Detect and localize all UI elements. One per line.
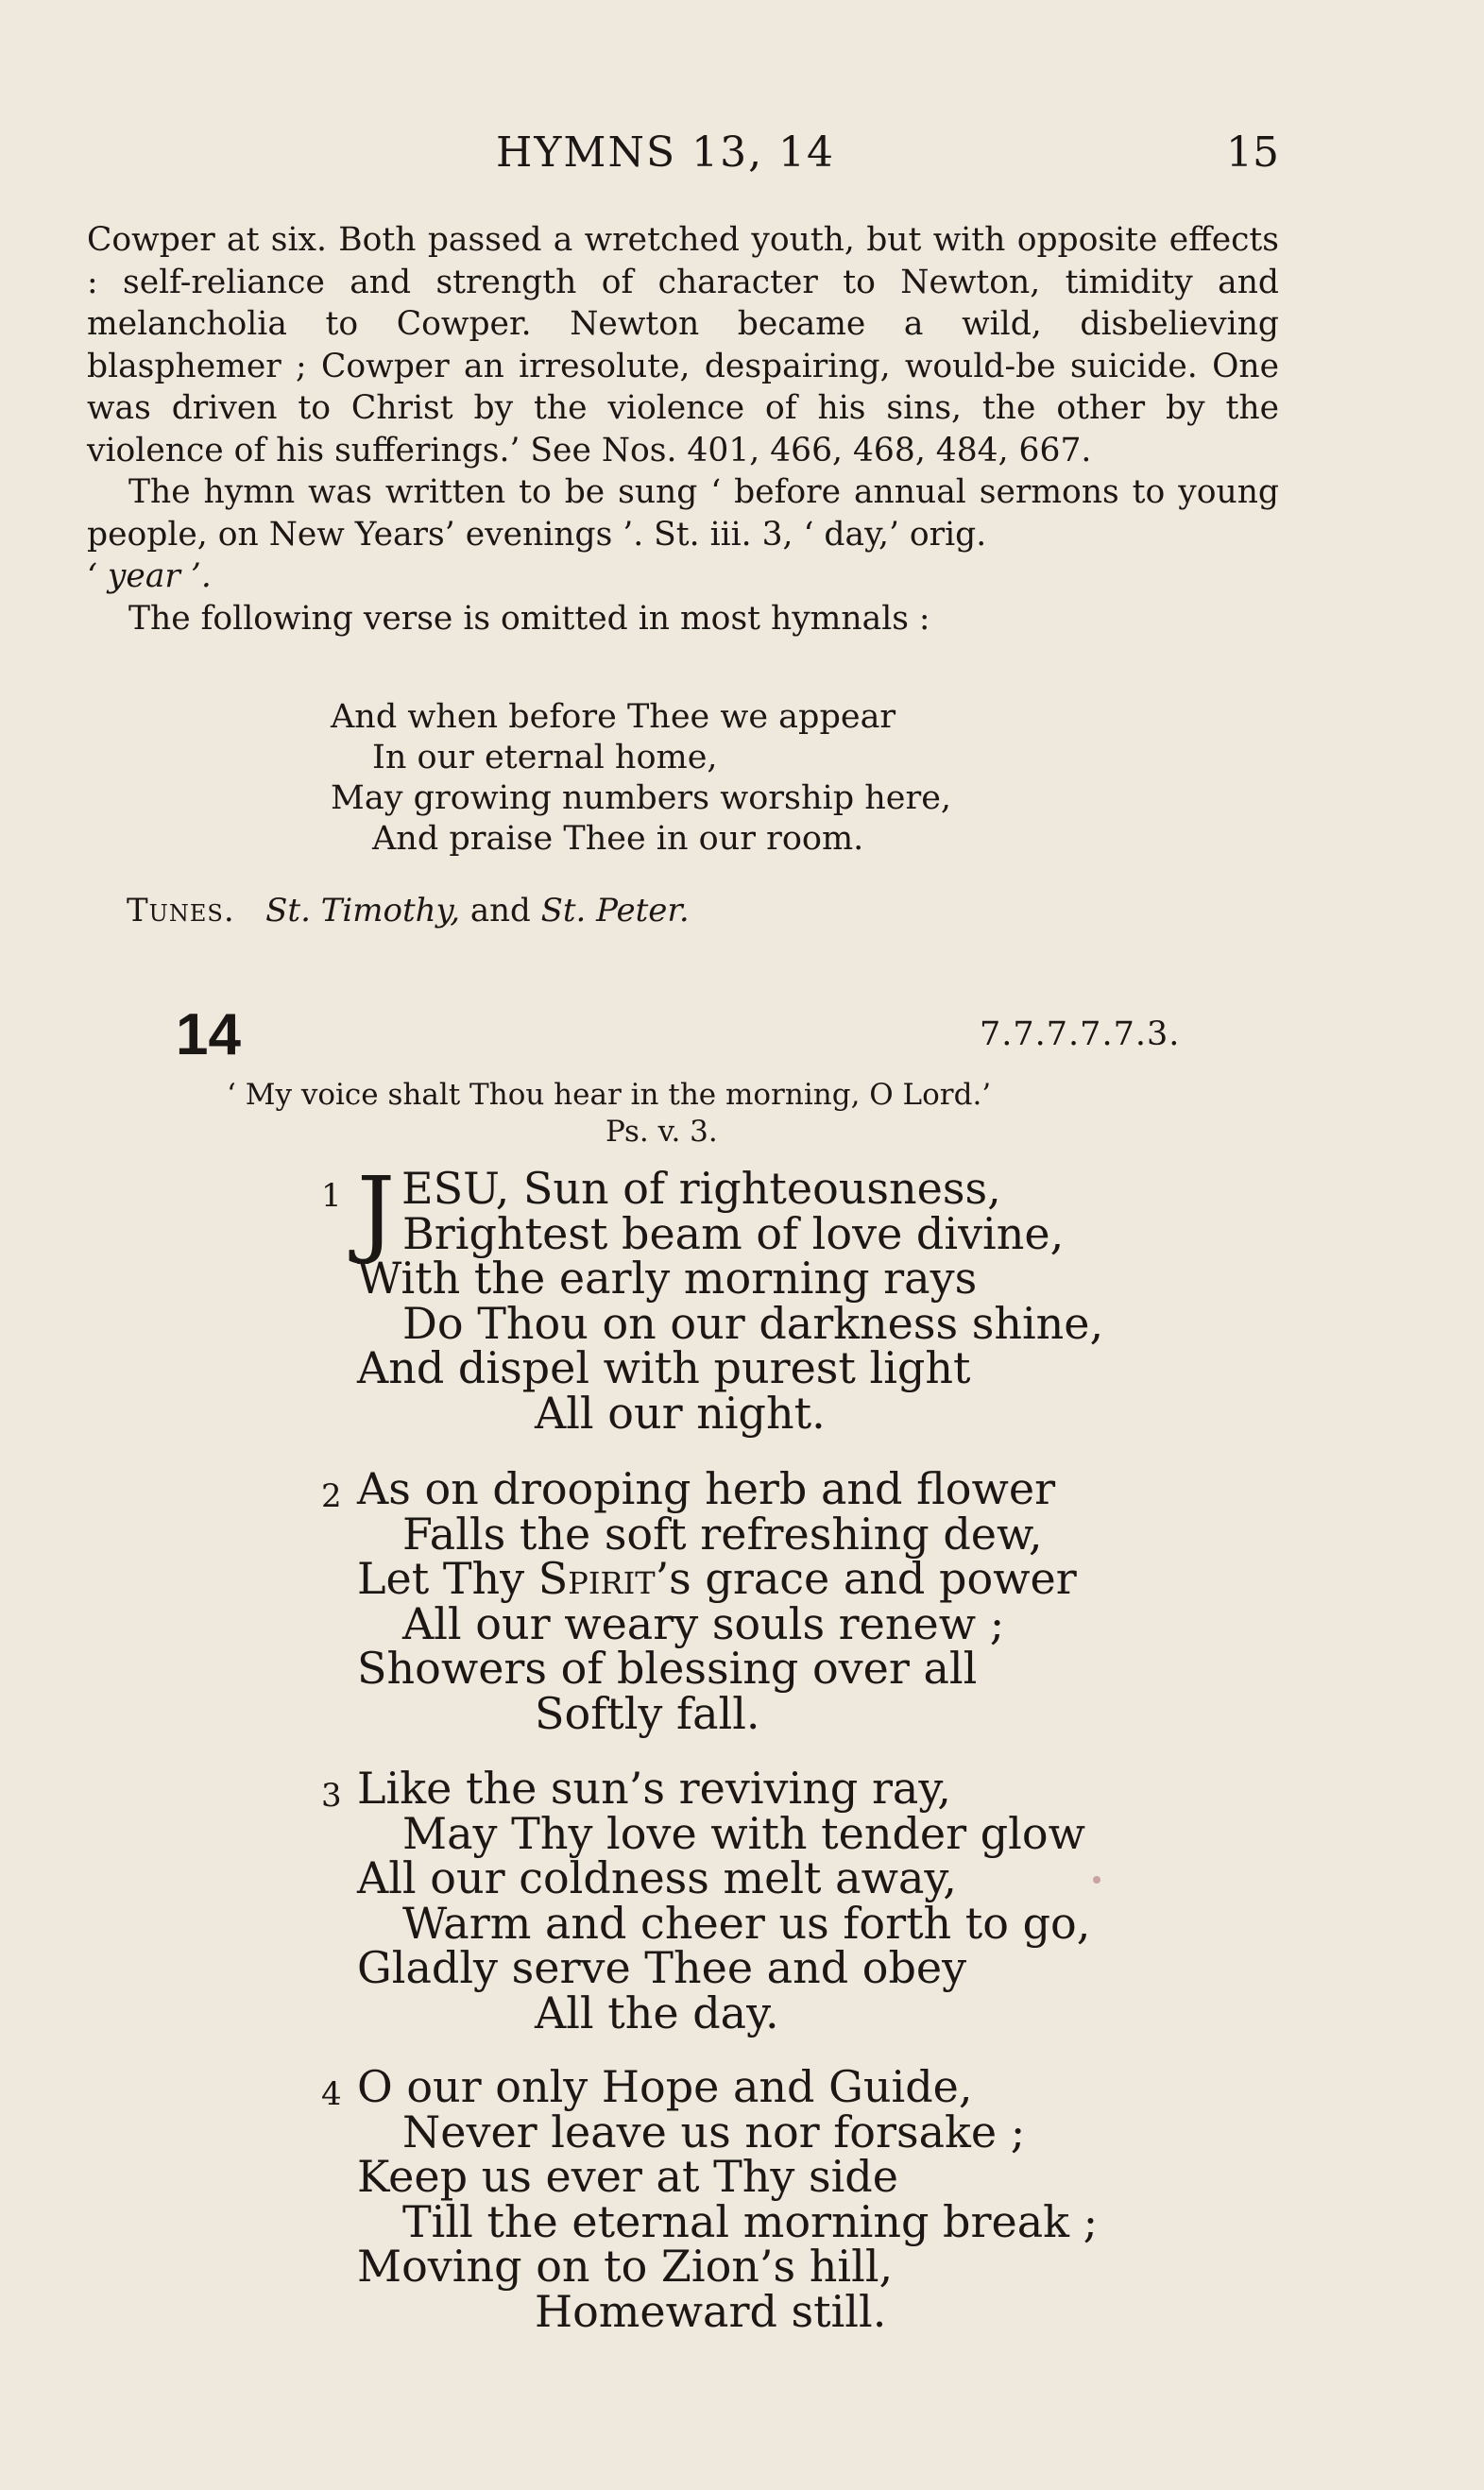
stanza-line: Never leave us nor forsake ; — [402, 2106, 1026, 2157]
stanza-line: Softly fall. — [535, 1687, 760, 1739]
stanza-line: All our coldness melt away, — [357, 1852, 957, 1903]
stanza-line-text: Let Thy — [357, 1553, 538, 1604]
stanza-line: Keep us ever at Thy side — [357, 2151, 898, 2202]
note-paragraph-2-text: The hymn was written to be sung ‘ before annual sermons to young people, on New Years’ evenings ’. St. iii. 3, ‘ day,’ orig. — [87, 473, 1279, 554]
stanza-line — [321, 1553, 1077, 1604]
stanza-line: With the early morning rays — [357, 1253, 978, 1304]
running-title: HYMNS 13, 14 — [496, 128, 836, 177]
commentary-notes — [87, 219, 1279, 640]
stanza-line: O our only Hope and Guide, — [357, 2061, 973, 2112]
stanza-line-text: ’s grace and power — [655, 1553, 1077, 1604]
drop-cap: J — [357, 1156, 396, 1267]
note-paragraph-3: The following verse is omitted in most hymnals : — [128, 599, 930, 638]
stanza-line: May Thy love with tender glow — [402, 1807, 1085, 1859]
tunes-joiner: and — [469, 892, 531, 929]
stanza-line: And dispel with purest light — [357, 1342, 971, 1393]
stanza-number: 3 — [321, 1777, 342, 1815]
spirit-smallcaps: Spirit — [537, 1553, 656, 1604]
stanza-2 — [321, 1463, 1077, 1739]
stanza-line: All our night. — [535, 1387, 826, 1439]
tunes-line — [127, 892, 690, 929]
stanza-line: Warm and cheer us forth to go, — [402, 1897, 1091, 1949]
stanza-line: Like the sun’s reviving ray, — [357, 1763, 951, 1814]
omitted-verse — [331, 697, 951, 860]
stanza-line: Falls the soft refreshing dew, — [402, 1508, 1043, 1560]
stanza-line: Moving on to Zion’s hill, — [357, 2241, 894, 2292]
stanza-line: Showers of blessing over all — [357, 1643, 978, 1694]
hymn-metre: 7.7.7.7.7.3. — [980, 1015, 1181, 1053]
tunes-label: Tunes. — [127, 892, 235, 929]
tune-name-1: St. Timothy, — [265, 892, 461, 929]
note-paragraph-2 — [87, 471, 1279, 598]
stanza-line — [321, 1163, 1103, 1214]
note-paragraph-1: Cowper at six. Both passed a wretched youth, but with opposite effects : self-reliance and strength of character to Newton, timidity and melancholia to Cowper. Newton became a wild, disbelieving blasphemer ; Cowper an irresolute, despairing, would-be suicide. One was driven to Christ by the violence of his sins, the other by the violence of his sufferings.’ See Nos. 401, 466, 468, 484, 667. — [87, 221, 1279, 469]
hymn-epigraph: ‘ My voice shalt Thou hear in the morning, O Lord.’ — [227, 1078, 992, 1112]
stanza-line: Till the eternal morning break ; — [402, 2195, 1099, 2247]
stanza-1 — [321, 1156, 1104, 1439]
stanza-line: Brightest beam of love divine, — [402, 1207, 1065, 1259]
stanza-number: 2 — [321, 1477, 342, 1515]
stanza-line: All the day. — [535, 1987, 779, 2038]
stanza-number: 4 — [321, 2075, 342, 2113]
epigraph-reference: Ps. v. 3. — [606, 1115, 718, 1149]
stanza-3 — [321, 1763, 1091, 2038]
stanza-line-text: ESU, Sun of righteousness, — [401, 1163, 1001, 1214]
page-number: 15 — [1226, 128, 1279, 177]
omitted-verse-line: In our eternal home, — [372, 739, 718, 776]
stanza-line: Gladly serve Thee and obey — [357, 1942, 967, 1993]
omitted-verse-line: And praise Thee in our room. — [372, 820, 864, 858]
ink-speck — [1093, 1876, 1100, 1884]
omitted-verse-line: May growing numbers worship here, — [331, 779, 952, 817]
stanza-line: Do Thou on our darkness shine, — [402, 1297, 1104, 1349]
stanza-number: 1 — [321, 1177, 342, 1215]
hymn-number: 14 — [176, 1002, 241, 1067]
stanza-line: Homeward still. — [535, 2285, 887, 2337]
stanza-4 — [321, 2061, 1099, 2337]
omitted-verse-line: And when before Thee we appear — [331, 698, 896, 736]
note-paragraph-2-italic: ‘ year ’. — [87, 557, 212, 595]
stanza-line: All our weary souls renew ; — [402, 1597, 1005, 1649]
tune-name-2: St. Peter. — [540, 892, 690, 929]
stanza-line: As on drooping herb and flower — [357, 1463, 1056, 1514]
